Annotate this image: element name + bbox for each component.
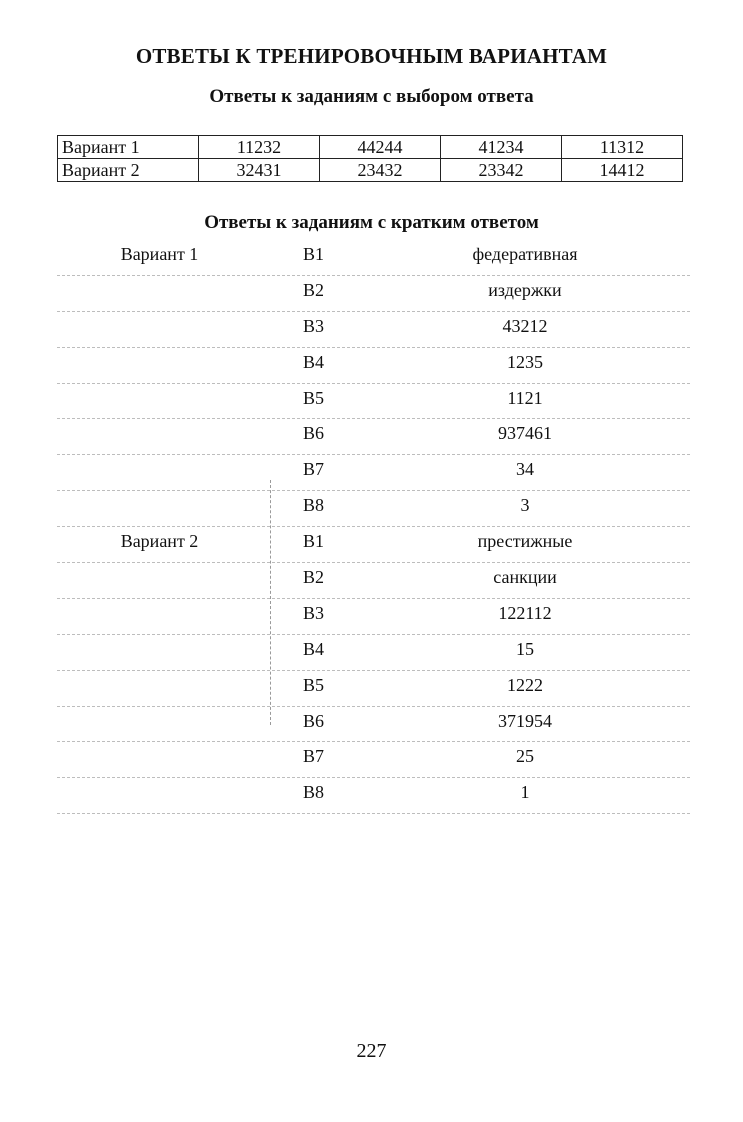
task-code: В6 <box>303 710 325 731</box>
task-code: В6 <box>303 423 325 444</box>
list-item <box>57 240 690 276</box>
task-code: В5 <box>303 387 325 408</box>
task-answer: 122112 <box>498 602 552 623</box>
task-code: В4 <box>303 638 325 659</box>
page-heading: ОТВЕТЫ К ТРЕНИРОВОЧНЫМ ВАРИАНТАМ <box>135 44 608 68</box>
task-code: В3 <box>303 315 325 336</box>
list-item <box>57 742 690 778</box>
task-answer: 1121 <box>507 387 543 408</box>
answer-cell: 11232 <box>199 136 320 159</box>
task-code: В1 <box>303 531 325 552</box>
answer-cell: 44244 <box>320 136 441 159</box>
task-answer: 1222 <box>507 674 543 695</box>
answer-cell: 23432 <box>320 159 441 182</box>
task-answer: издержки <box>488 279 562 300</box>
list-item <box>57 419 690 455</box>
answer-cell: 14412 <box>562 159 683 182</box>
list-item <box>57 778 690 814</box>
list-item <box>57 599 690 635</box>
variant-label: Вариант 2 <box>120 531 199 552</box>
task-code: В5 <box>303 674 325 695</box>
list-item <box>57 491 690 527</box>
task-code: В7 <box>303 746 325 767</box>
list-item <box>57 455 690 491</box>
task-answer: санкции <box>493 567 557 588</box>
task-answer: 371954 <box>498 710 552 731</box>
task-answer: 43212 <box>502 315 548 336</box>
table-row <box>58 136 683 159</box>
task-answer: 3 <box>520 495 530 516</box>
task-code: В3 <box>303 602 325 623</box>
task-code: В1 <box>303 244 325 264</box>
list-item <box>57 563 690 599</box>
task-answer: 937461 <box>498 423 552 444</box>
list-item <box>57 527 690 563</box>
task-code: В8 <box>303 782 325 803</box>
multiple-choice-title: Ответы к заданиям с выбором ответа <box>209 86 534 107</box>
answer-cell: 23342 <box>441 159 562 182</box>
answer-cell: 41234 <box>441 136 562 159</box>
table-row <box>58 159 683 182</box>
list-item <box>57 635 690 671</box>
list-item <box>57 348 690 384</box>
task-code: В2 <box>303 567 325 588</box>
task-code: В2 <box>303 279 325 300</box>
task-answer: федеративная <box>472 244 578 264</box>
multiple-choice-table <box>57 135 683 182</box>
list-item <box>57 276 690 312</box>
task-answer: 25 <box>516 746 534 767</box>
list-item <box>57 671 690 707</box>
page-number: 227 <box>356 1040 387 1062</box>
list-item <box>57 384 690 420</box>
short-answer-title: Ответы к заданиям с кратким ответом <box>204 212 539 233</box>
task-code: В8 <box>303 495 325 516</box>
variant-label: Вариант 1 <box>120 244 199 264</box>
variant-label: Вариант 2 <box>58 159 199 182</box>
answer-cell: 32431 <box>199 159 320 182</box>
column-divider <box>270 480 271 725</box>
variant-label: Вариант 1 <box>58 136 199 159</box>
task-answer: престижные <box>477 531 573 552</box>
task-answer: 1 <box>520 782 530 803</box>
short-answer-list <box>57 240 690 814</box>
task-code: В7 <box>303 459 325 480</box>
answer-cell: 11312 <box>562 136 683 159</box>
task-answer: 15 <box>516 638 534 659</box>
task-code: В4 <box>303 351 325 372</box>
task-answer: 34 <box>516 459 534 480</box>
list-item <box>57 707 690 743</box>
task-answer: 1235 <box>507 351 543 372</box>
list-item <box>57 312 690 348</box>
